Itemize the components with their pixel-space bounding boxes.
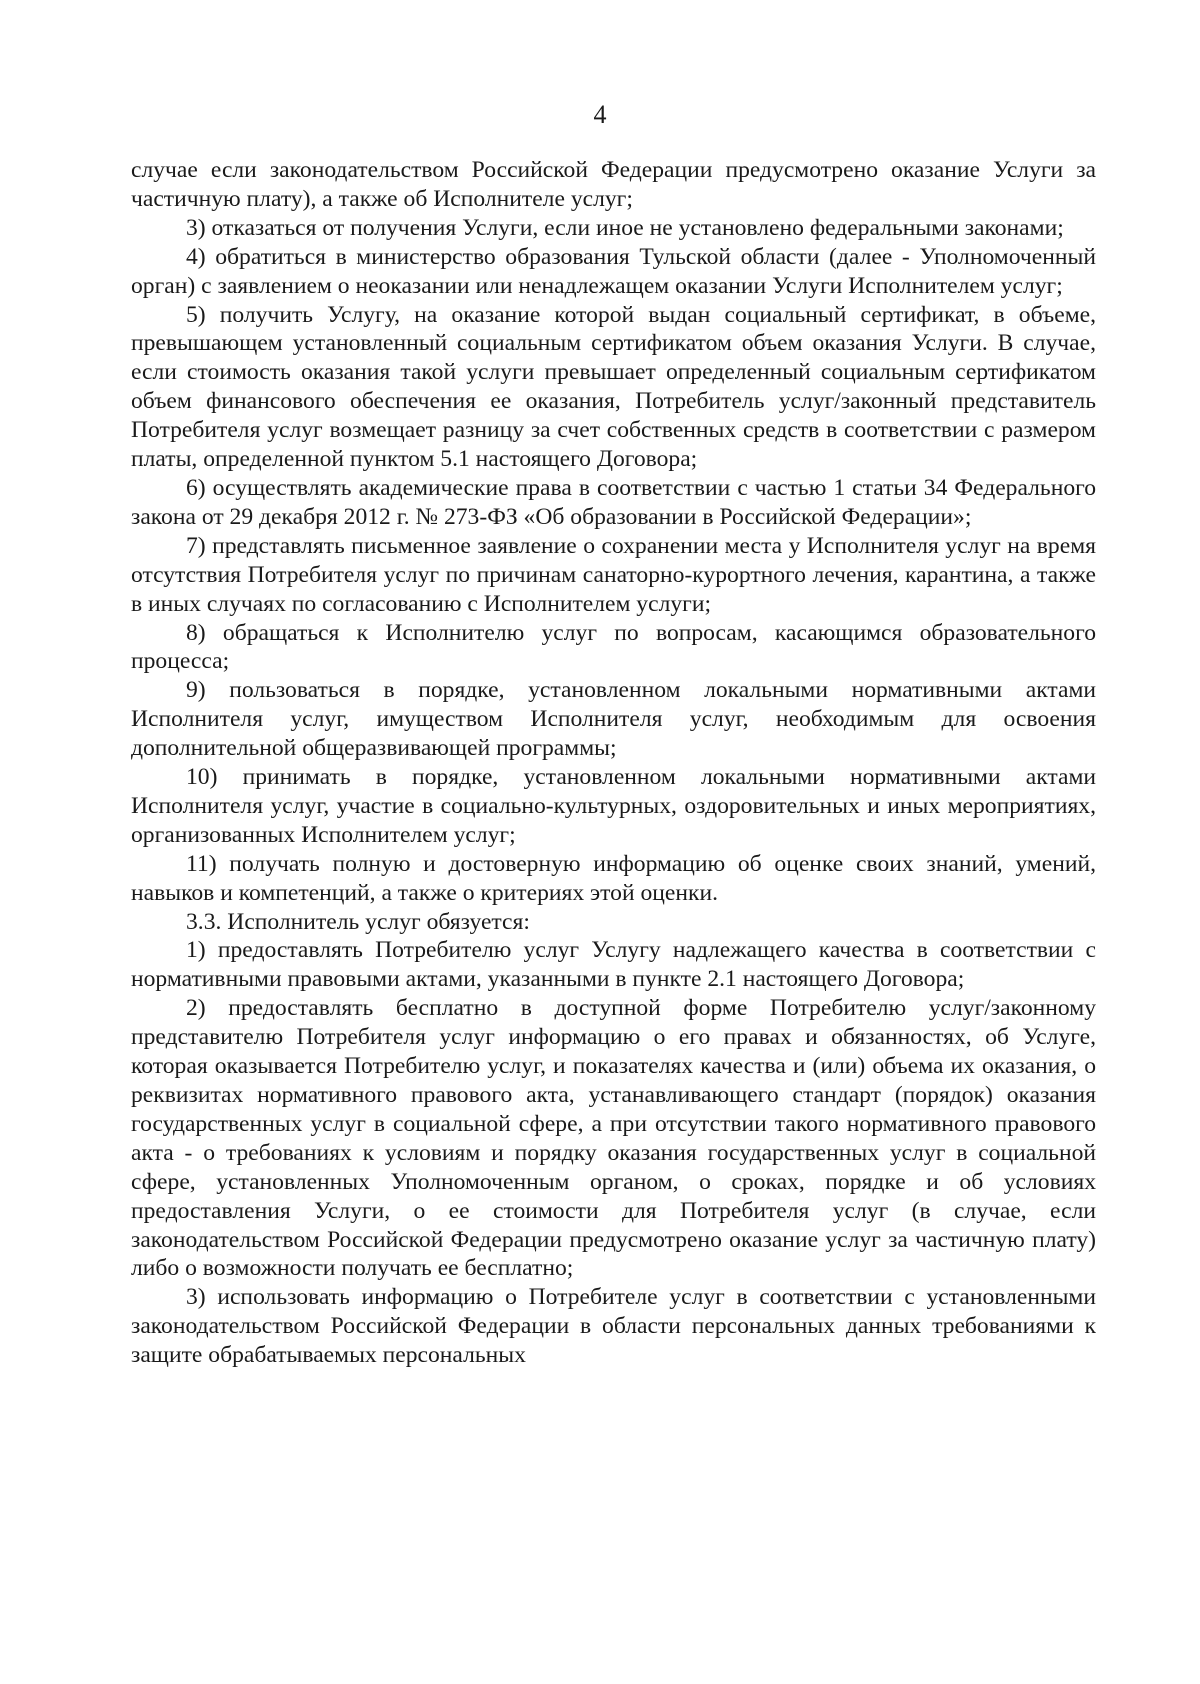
paragraph: 3.3. Исполнитель услуг обязуется: [186,908,530,935]
document-body [131,156,1096,1370]
paragraph: 8) обращаться к Исполнителю услуг по вопросам, касающимся образовательного процесса; [131,619,1096,675]
paragraph: 11) получать полную и достоверную информацию об оценке своих знаний, умений, навыков и компетенций, а также о критериях этой оценки. [131,850,1096,906]
page-number: 4 [593,100,607,129]
paragraph: случае если законодательством Российской Федерации предусмотрено оказание Услуги за частичную плату), а также об Исполнителе услуг; [131,157,1096,212]
paragraph: 3) использовать информацию о Потребителе услуг в соответствии с установленными законодательством Российской Федерации в области персональных данных требованиями к защите обрабатываемых персональных [131,1284,1096,1369]
paragraph: 9) пользоваться в порядке, установленном локальными нормативными актами Исполнителя услуг, имуществом Исполнителя услуг, необходимым для освоения дополнительной общеразвивающей программы; [131,677,1096,762]
paragraph: 2) предоставлять бесплатно в доступной форме Потребителю услуг/законному представителю Потребителя услуг информацию о его правах и обязанностях, об Услуге, которая оказывается Потребителю услуг, и показателях качества и (или) объема их оказания, о реквизитах нормативного правового акта, устанавливающего стандарт (порядок) оказания государственных услуг в социальной сфере, а при отсутствии такого нормативного правового акта - о требованиях к условиям и порядку оказания государственных услуг в социальной сфере, установленных Уполномоченным органом, о сроках, порядке и об условиях предоставления Услуги, о ее стоимости для Потребителя услуг (в случае, если законодательством Российской Федерации предусмотрено оказание услуг за частичную плату) либо о возможности получать ее бесплатно; [131,995,1096,1282]
paragraph: 6) осуществлять академические права в соответствии с частью 1 статьи 34 Федерального закона от 29 декабря 2012 г. № 273-ФЗ «Об образовании в Российской Федерации»; [131,474,1096,530]
paragraph: 10) принимать в порядке, установленном локальными нормативными актами Исполнителя услуг, участие в социально-культурных, оздоровительных и иных мероприятиях, организованных Исполнителем услуг; [131,764,1096,848]
paragraph: 7) представлять письменное заявление о сохранении места у Исполнителя услуг на время отсутствия Потребителя услуг по причинам санаторно-курортного лечения, карантина, а также в иных случаях по согласованию с Исполнителем услуги; [131,532,1096,617]
paragraph: 5) получить Услугу, на оказание которой выдан социальный сертификат, в объеме, превышающем установленный социальным сертификатом объем оказания Услуги. В случае, если стоимость оказания такой услуги превышает определенный социальным сертификатом объем финансового обеспечения ее оказания, Потребитель услуг/законный представитель Потребителя услуг возмещает разницу за счет собственных средств в соответствии с размером платы, определенной пунктом 5.1 настоящего Договора; [131,301,1096,473]
paragraph: 1) предоставлять Потребителю услуг Услугу надлежащего качества в соответствии с нормативными правовыми актами, указанными в пункте 2.1 настоящего Договора; [131,937,1096,993]
paragraph: 4) обратиться в министерство образования Тульской области (далее - Уполномоченный орган) с заявлением о неоказании или ненадлежащем оказании Услуги Исполнителем услуг; [131,243,1096,299]
paragraph: 3) отказаться от получения Услуги, если иное не установлено федеральными законами; [186,214,1064,241]
